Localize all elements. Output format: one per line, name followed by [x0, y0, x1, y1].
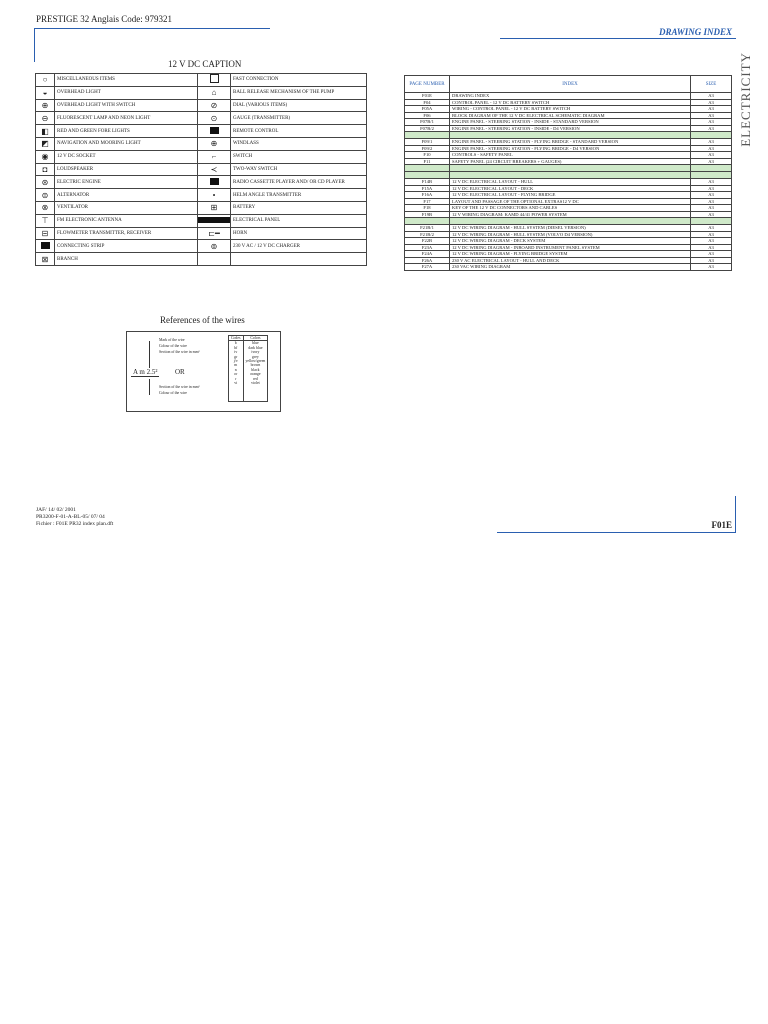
- windlass-icon: ⊕: [198, 137, 231, 150]
- square-outline-icon: [198, 74, 231, 87]
- wire-color-table: [228, 335, 268, 402]
- caption-label: FM ELECTRONIC ANTENNA: [55, 214, 198, 227]
- page-number-cell: F27A: [405, 264, 450, 271]
- wire-code-item: m: [234, 363, 238, 368]
- size-cell: A3: [691, 251, 732, 258]
- index-title-cell: SAFETY PANEL (24 CIRCUIT BREAKERS + GAUGES): [450, 158, 691, 165]
- wire-code-item: bf: [234, 345, 238, 350]
- index-separator-row: [405, 165, 732, 172]
- empty-icon-cell: [198, 253, 231, 266]
- note-section-b: Section of the wire in mm²: [159, 385, 200, 389]
- caption-row: [36, 137, 367, 150]
- caption-label: 230 V AC / 12 V DC CHARGER: [231, 240, 367, 253]
- wire-code-item: r: [235, 376, 237, 381]
- caption-table: [35, 73, 367, 266]
- page-number-cell: F14B: [405, 179, 450, 186]
- wire-code-item: j/v: [233, 359, 238, 364]
- wire-color-item: dark blue: [248, 345, 263, 350]
- footer-info: [36, 507, 113, 528]
- size-cell: A3: [691, 257, 732, 264]
- separator-cell: [450, 218, 691, 225]
- index-row: [405, 264, 732, 271]
- wire-bracket-top: [149, 341, 150, 368]
- dial-icon: ⊘: [198, 99, 231, 112]
- wire-code-item: n: [234, 367, 237, 372]
- index-title-cell: WIRING - CONTROL PANEL - 12 V DC BATTERY SWITCH: [450, 106, 691, 113]
- size-cell: A3: [691, 211, 732, 218]
- page-number-cell: F09/2: [405, 145, 450, 152]
- size-cell: A3: [691, 179, 732, 186]
- wire-color-item: black: [251, 367, 260, 372]
- separator-cell: [405, 218, 450, 225]
- helm-transmitter-icon: •: [198, 189, 231, 202]
- wire-color-item: red: [252, 376, 258, 381]
- horn-icon: ⊏━: [198, 227, 231, 240]
- radio-cassette-icon: [198, 176, 231, 189]
- page-number-cell: F22B: [405, 238, 450, 245]
- caption-row: [36, 74, 367, 87]
- page-number-cell: F05A: [405, 106, 450, 113]
- gauge-icon: ⊙: [198, 112, 231, 125]
- caption-title: 12 V DC CAPTION: [168, 59, 242, 69]
- caption-label: FAST CONNECTION: [231, 74, 367, 87]
- size-cell: A3: [691, 264, 732, 271]
- caption-label: BATTERY: [231, 201, 367, 214]
- index-title-cell: ENGINE PANEL - STEERING STATION - FLYING BRIDGE - D4 VERSION: [450, 145, 691, 152]
- charger-icon: ⊚: [198, 240, 231, 253]
- page-number-cell: F21B/1: [405, 225, 450, 232]
- page-number-cell: F17: [405, 198, 450, 205]
- caption-label: LOUDSPEAKER: [55, 163, 198, 176]
- footer-rule: [497, 532, 735, 533]
- size-cell: A3: [691, 145, 732, 152]
- caption-label: TWO-WAY SWITCH: [231, 163, 367, 176]
- footer-line-2: PR3200-F-01-A-BL-05/ 07/ 04: [36, 514, 105, 520]
- note-colour: Colour of the wire: [159, 344, 187, 348]
- index-title-cell: 230 V AC ELECTRICAL LAYOUT - HULL AND DECK: [450, 257, 691, 264]
- caption-row: [36, 112, 367, 125]
- separator-cell: [405, 172, 450, 179]
- caption-row: [36, 189, 367, 202]
- size-cell: A3: [691, 231, 732, 238]
- col-size: SIZE: [691, 76, 732, 93]
- drawing-index-table: [404, 75, 732, 271]
- wire-color-item: grey: [252, 354, 259, 359]
- footer-line-3: Fichier : F01E PR32 index plan.dft: [36, 521, 114, 527]
- index-title-cell: 12 V DC WIRING DIAGRAM - DECK SYSTEM: [450, 238, 691, 245]
- battery-icon: ⊞: [198, 201, 231, 214]
- index-title-cell: 12 V DC ELECTRICAL LAYOUT - FLYING BRIDGE: [450, 192, 691, 199]
- page-number-cell: F18: [405, 205, 450, 212]
- caption-label: FLOWMETER TRANSMITTER, RECEIVER: [55, 227, 198, 240]
- size-cell: A3: [691, 192, 732, 199]
- pump-ball-icon: ⌂: [198, 86, 231, 99]
- size-cell: A3: [691, 238, 732, 245]
- index-title-cell: 12 V DC ELECTRICAL LAYOUT - HULL: [450, 179, 691, 186]
- caption-label: BRANCH: [55, 253, 198, 266]
- caption-label: FLUORESCENT LAMP AND NEON LIGHT: [55, 112, 198, 125]
- caption-label: NAVIGATION AND MOORING LIGHT: [55, 137, 198, 150]
- caption-label: ELECTRIC ENGINE: [55, 176, 198, 189]
- caption-label: BALL RELEASE MECHANISM OF THE PUMP: [231, 86, 367, 99]
- size-cell: A3: [691, 205, 732, 212]
- size-cell: A3: [691, 106, 732, 113]
- caption-row: [36, 163, 367, 176]
- col-index: INDEX: [450, 76, 691, 93]
- caption-label: CONNECTING STRIP: [55, 240, 198, 253]
- alternator-icon: ⊜: [36, 189, 55, 202]
- page-number-cell: F16A: [405, 192, 450, 199]
- circle-outline-icon: ○: [36, 74, 55, 87]
- separator-cell: [405, 165, 450, 172]
- switch-icon: ⌐: [198, 150, 231, 163]
- index-title-cell: BLOCK DIAGRAM OF THE 12 V DC ELECTRICAL SCHEMATIC DIAGRAM: [450, 112, 691, 119]
- flowmeter-icon: ⊟: [36, 227, 55, 240]
- caption-label: GAUGE (TRANSMITTER): [231, 112, 367, 125]
- page-number-cell: F07B/2: [405, 125, 450, 132]
- separator-cell: [691, 218, 732, 225]
- caption-label: [231, 253, 367, 266]
- two-way-switch-icon: ≺: [198, 163, 231, 176]
- size-cell: A3: [691, 244, 732, 251]
- separator-cell: [691, 172, 732, 179]
- footer-page-code: F01E: [711, 520, 732, 530]
- caption-row: [36, 214, 367, 227]
- caption-row: [36, 125, 367, 138]
- size-cell: A3: [691, 99, 732, 106]
- wire-color-item: blue: [252, 341, 259, 346]
- caption-row: [36, 150, 367, 163]
- wire-code-item: iv: [234, 350, 238, 355]
- page-number-cell: F24A: [405, 251, 450, 258]
- page-number-cell: F19B: [405, 211, 450, 218]
- wire-code-item: gr: [234, 354, 238, 359]
- header-rule: [34, 28, 270, 29]
- index-title-cell: 12 V DC WIRING DIAGRAM - INBOARD INSTRUMENT PANEL SYSTEM: [450, 244, 691, 251]
- caption-row: [36, 99, 367, 112]
- caption-row: [36, 253, 367, 266]
- index-title-cell: CONTROL PANEL - 12 V DC BATTERY SWITCH: [450, 99, 691, 106]
- caption-row: [36, 227, 367, 240]
- page-number-cell: F04: [405, 99, 450, 106]
- index-title-cell: 12 V DC WIRING DIAGRAM - HULL SYSTEM (VOLVO D4 VERSION): [450, 231, 691, 238]
- caption-label: REMOTE CONTROL: [231, 125, 367, 138]
- wire-color-item: ivory: [251, 350, 260, 355]
- colors-header: Colors: [243, 336, 268, 341]
- page-number-cell: F10: [405, 152, 450, 159]
- wire-bracket-bottom: [149, 379, 150, 395]
- loudspeaker-icon: ◘: [36, 163, 55, 176]
- fore-lights-icon: ◧: [36, 125, 55, 138]
- index-title-cell: ENGINE PANEL - STEERING STATION - FLYING BRIDGE - STANDARD VERSION: [450, 139, 691, 146]
- caption-label: 12 V DC SOCKET: [55, 150, 198, 163]
- wire-color-item: brown: [250, 363, 261, 368]
- electricity-side-label: ELECTRICITY: [738, 52, 753, 147]
- separator-cell: [450, 132, 691, 139]
- caption-label: RADIO CASSETTE PLAYER AND/ OR CD PLAYER: [231, 176, 367, 189]
- caption-label: MISCELLANEOUS ITEMS: [55, 74, 198, 87]
- caption-label: OVERHEAD LIGHT: [55, 86, 198, 99]
- caption-row: [36, 240, 367, 253]
- codes-header: Codes: [229, 336, 244, 341]
- wire-or-label: OR: [175, 368, 185, 376]
- wire-color-item: violet: [251, 381, 260, 386]
- dc-socket-icon: ◉: [36, 150, 55, 163]
- caption-label: ALTERNATOR: [55, 189, 198, 202]
- wire-code-item: vi: [234, 381, 238, 386]
- size-cell: A3: [691, 198, 732, 205]
- caption-label: HELM ANGLE TRANSMITTER: [231, 189, 367, 202]
- overhead-light-icon: ◒: [36, 86, 55, 99]
- connecting-strip-icon: [36, 240, 55, 253]
- branch-icon: ⊠: [36, 253, 55, 266]
- caption-label: SWITCH: [231, 150, 367, 163]
- size-cell: A3: [691, 125, 732, 132]
- electric-engine-icon: ⊛: [36, 176, 55, 189]
- note-section: Section of the wire in mm²: [159, 350, 200, 354]
- note-colour-b: Colour of the wire: [159, 391, 187, 395]
- index-title-cell: 12 V WIRING DIAGRAM: KAMD 44/41 POWER SYSTEM: [450, 211, 691, 218]
- footer-rule-vertical: [735, 496, 736, 533]
- ventilator-icon: ⊗: [36, 201, 55, 214]
- index-title-cell: CONTROLS - SAFETY PANEL: [450, 152, 691, 159]
- index-separator-row: [405, 172, 732, 179]
- index-title-cell: ENGINE PANEL - STEERING STATION - INSIDE - D4 VERSION: [450, 125, 691, 132]
- wire-references-title: References of the wires: [160, 315, 245, 325]
- index-separator-row: [405, 218, 732, 225]
- caption-row: [36, 86, 367, 99]
- remote-control-icon: [198, 125, 231, 138]
- size-cell: A3: [691, 225, 732, 232]
- index-title-cell: LAYOUT AND PASSAGE OF THE OPTIONAL EXTRAS12 V DC: [450, 198, 691, 205]
- overhead-light-switch-icon: ⊕: [36, 99, 55, 112]
- size-cell: A3: [691, 185, 732, 192]
- page-number-cell: F15A: [405, 185, 450, 192]
- separator-cell: [691, 132, 732, 139]
- wire-code-item: b: [234, 341, 237, 346]
- index-title-cell: ENGINE PANEL - STEERING STATION - INSIDE - STANDARD VERSION: [450, 119, 691, 126]
- footer-line-1: JAF/ 14/ 02/ 2001: [36, 507, 76, 513]
- colors-list: [243, 341, 268, 402]
- navigation-light-icon: ◩: [36, 137, 55, 150]
- size-cell: A3: [691, 152, 732, 159]
- wire-color-item: orange: [250, 372, 261, 377]
- fm-antenna-icon: ⊤: [36, 214, 55, 227]
- page-number-cell: F07B/1: [405, 119, 450, 126]
- index-title-cell: 230 VAC WIRING DIAGRAM: [450, 264, 691, 271]
- page-number-cell: F26A: [405, 257, 450, 264]
- codes-list: [229, 341, 244, 402]
- size-cell: A3: [691, 139, 732, 146]
- separator-cell: [405, 132, 450, 139]
- caption-label: HORN: [231, 227, 367, 240]
- page-number-cell: F06: [405, 112, 450, 119]
- index-title-cell: KEY OF THE 12 V DC CONNECTORS AND CABLES: [450, 205, 691, 212]
- wire-references-box: [126, 331, 281, 412]
- wire-color-item: yellow/green: [245, 359, 266, 364]
- caption-label: RED AND GREEN FORE LIGHTS: [55, 125, 198, 138]
- caption-label: WINDLASS: [231, 137, 367, 150]
- page-number-cell: F11: [405, 158, 450, 165]
- wire-code-example: A m 2.5²: [133, 368, 158, 376]
- size-cell: A3: [691, 93, 732, 100]
- size-cell: A3: [691, 112, 732, 119]
- page-number-cell: F01E: [405, 93, 450, 100]
- caption-row: [36, 201, 367, 214]
- index-title-cell: 12 V DC WIRING DIAGRAM - FLYING BRIDGE SYSTEM: [450, 251, 691, 258]
- wire-code-item: or: [234, 372, 238, 377]
- fluorescent-lamp-icon: ⊖: [36, 112, 55, 125]
- document-title: PRESTIGE 32 Anglais Code: 979321: [36, 14, 173, 24]
- header-right-rule: [500, 38, 736, 39]
- page-number-cell: F09/1: [405, 139, 450, 146]
- size-cell: A3: [691, 158, 732, 165]
- separator-cell: [450, 172, 691, 179]
- electrical-panel-icon: [198, 214, 231, 227]
- caption-row: [36, 176, 367, 189]
- caption-label: ELECTRICAL PANEL: [231, 214, 367, 227]
- index-separator-row: [405, 132, 732, 139]
- separator-cell: [450, 165, 691, 172]
- header-rule-vertical: [34, 28, 35, 62]
- note-mark: Mark of the wire: [159, 338, 185, 342]
- page-number-cell: F21B/2: [405, 231, 450, 238]
- page-number-cell: F23A: [405, 244, 450, 251]
- caption-label: DIAL (VARIOUS ITEMS): [231, 99, 367, 112]
- caption-label: OVERHEAD LIGHT WITH SWITCH: [55, 99, 198, 112]
- drawing-index-heading: DRAWING INDEX: [659, 27, 732, 37]
- index-title-cell: 12 V DC WIRING DIAGRAM - HULL SYSTEM (DIESEL VERSION): [450, 225, 691, 232]
- separator-cell: [691, 165, 732, 172]
- col-page-number: PAGE NUMBER: [405, 76, 450, 93]
- size-cell: A3: [691, 119, 732, 126]
- index-title-cell: DRAWING INDEX: [450, 93, 691, 100]
- index-title-cell: 12 V DC ELECTRICAL LAYOUT - DECK: [450, 185, 691, 192]
- caption-label: VENTILATOR: [55, 201, 198, 214]
